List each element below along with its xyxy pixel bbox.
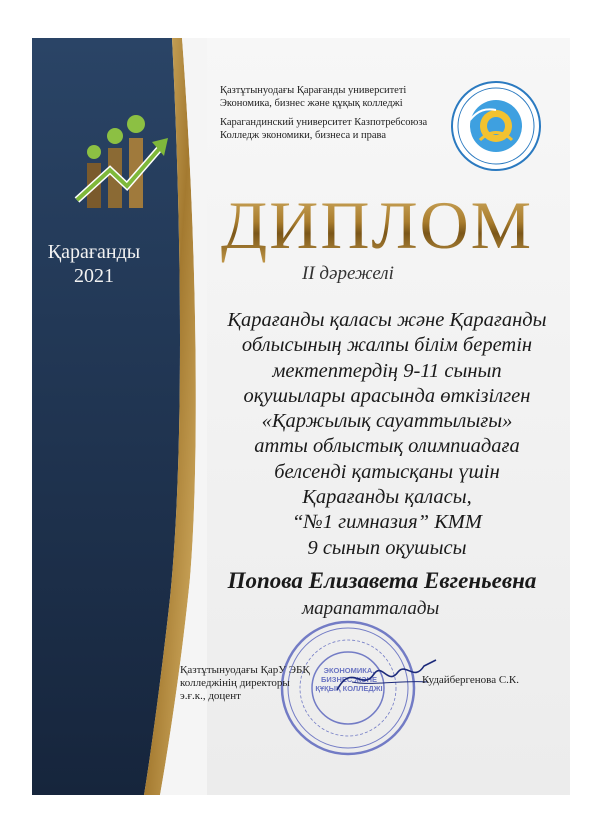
header-ru-line-1: Карагандинский университет Казпотребсоюза	[220, 117, 428, 128]
signatory-line-2: колледжінің директоры	[180, 677, 290, 689]
body-line: облысының жалпы білім беретін	[241, 334, 533, 357]
recipient-name: Попова Елизавета Евгеньевна	[227, 568, 537, 593]
signatory-line-1: Қазтұтынуодағы ҚарУ ЭБҚ	[180, 664, 310, 676]
body-line: оқушылары арасында өткізілген	[243, 384, 531, 407]
year: 2021	[74, 265, 114, 287]
header-kz-line-1: Қазтұтынуодағы Қарағанды университеті	[220, 85, 407, 96]
body-line: мектептердің 9-11 сынып	[272, 359, 502, 382]
body-line: атты облыстық олимпиадаға	[254, 435, 520, 458]
diploma-sheet	[32, 38, 570, 795]
body-line: 9 сынып оқушысы	[307, 536, 467, 559]
city-name: Қарағанды	[47, 241, 141, 263]
body-line: «Қаржылық сауаттылығы»	[261, 410, 513, 433]
institution-header	[220, 84, 460, 148]
diploma-title: ДИПЛОМ	[192, 186, 562, 265]
body-line: белсенді қатысқаны үшін	[274, 460, 500, 483]
award-description	[192, 308, 570, 561]
college-logo	[72, 108, 172, 218]
signatory-line-3: э.ғ.к., доцент	[180, 690, 241, 702]
body-line: “№1 гимназия” КММ	[292, 511, 482, 534]
university-emblem	[450, 80, 542, 172]
awarded-text: марапатталады	[302, 598, 440, 619]
stamp-center-text: ЭКОНОМИКА, БИЗНЕС ЖӘНЕ ҚҰҚЫҚ КОЛЛЕДЖІ	[315, 666, 383, 693]
header-ru-line-2: Колледж экономики, бизнеса и права	[220, 130, 387, 141]
signatory-name: Кудайбергенова С.К.	[422, 674, 520, 686]
signatory-title	[180, 664, 310, 703]
header-kz-line-2: Экономика, бизнес және құқық колледжі	[220, 98, 403, 109]
body-line: Қарағанды қаласы және Қарағанды	[227, 309, 547, 331]
body-line: Қарағанды қаласы,	[302, 486, 472, 509]
degree-label: ІІ дәрежелі	[302, 263, 394, 284]
